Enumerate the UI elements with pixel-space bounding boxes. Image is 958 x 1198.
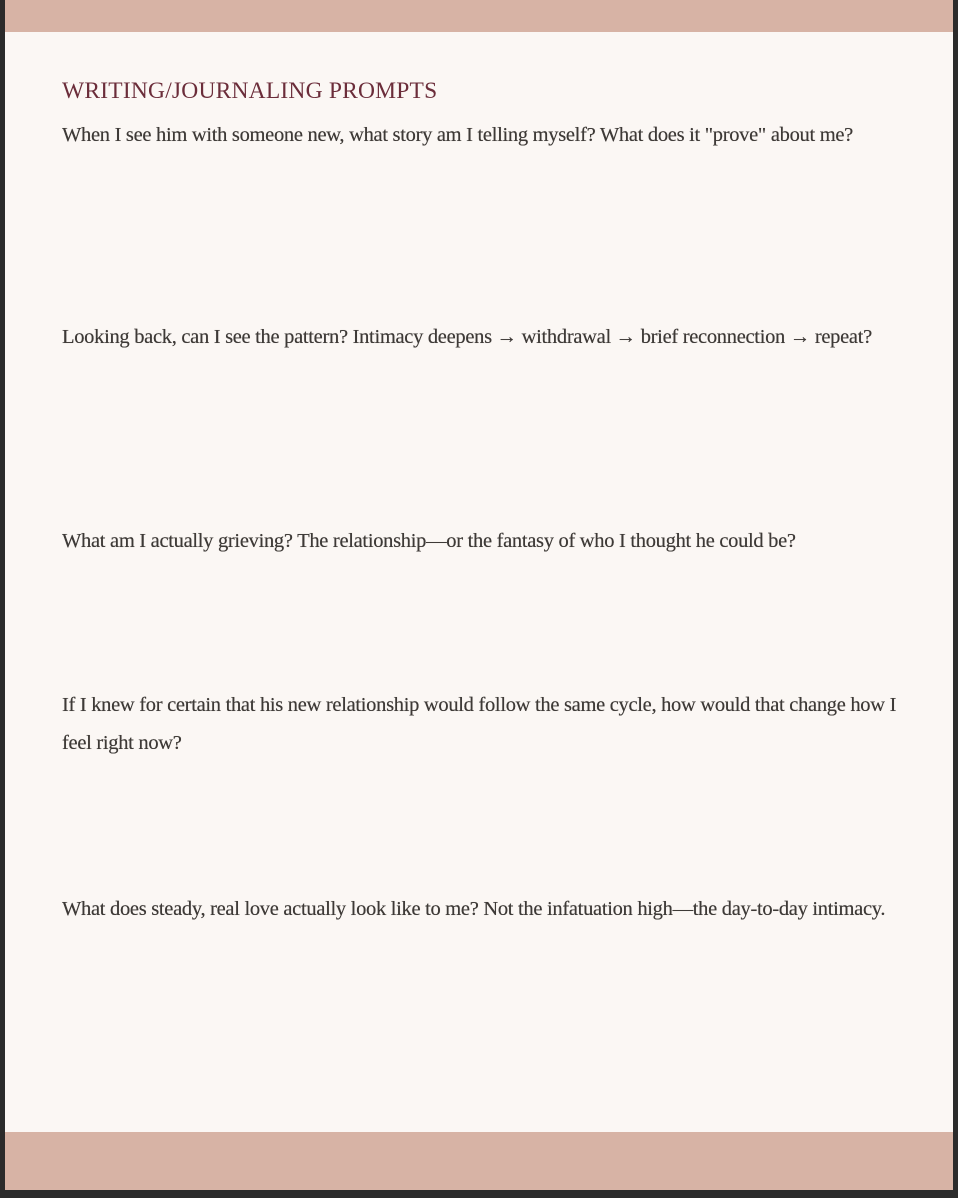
prompt-item: What am I actually grieving? The relationship—or the fantasy of who I thought he could be? (62, 530, 796, 552)
prompt-item: If I knew for certain that his new relationship would follow the same cycle, how would that change how I feel right now? (62, 694, 897, 754)
document-page (5, 0, 953, 1190)
prompts-section (62, 76, 898, 920)
section-heading: WRITING/JOURNALING PROMPTS (62, 78, 438, 104)
top-decorative-band (5, 0, 953, 32)
prompt-item: When I see him with someone new, what story am I telling myself? What does it "prove" about me? (62, 124, 853, 146)
bottom-decorative-band (5, 1132, 953, 1190)
prompt-item: Looking back, can I see the pattern? Intimacy deepens → withdrawal → brief reconnection → repeat? (62, 326, 872, 348)
prompt-item: What does steady, real love actually look like to me? Not the infatuation high—the day-to-day intimacy. (62, 898, 886, 920)
